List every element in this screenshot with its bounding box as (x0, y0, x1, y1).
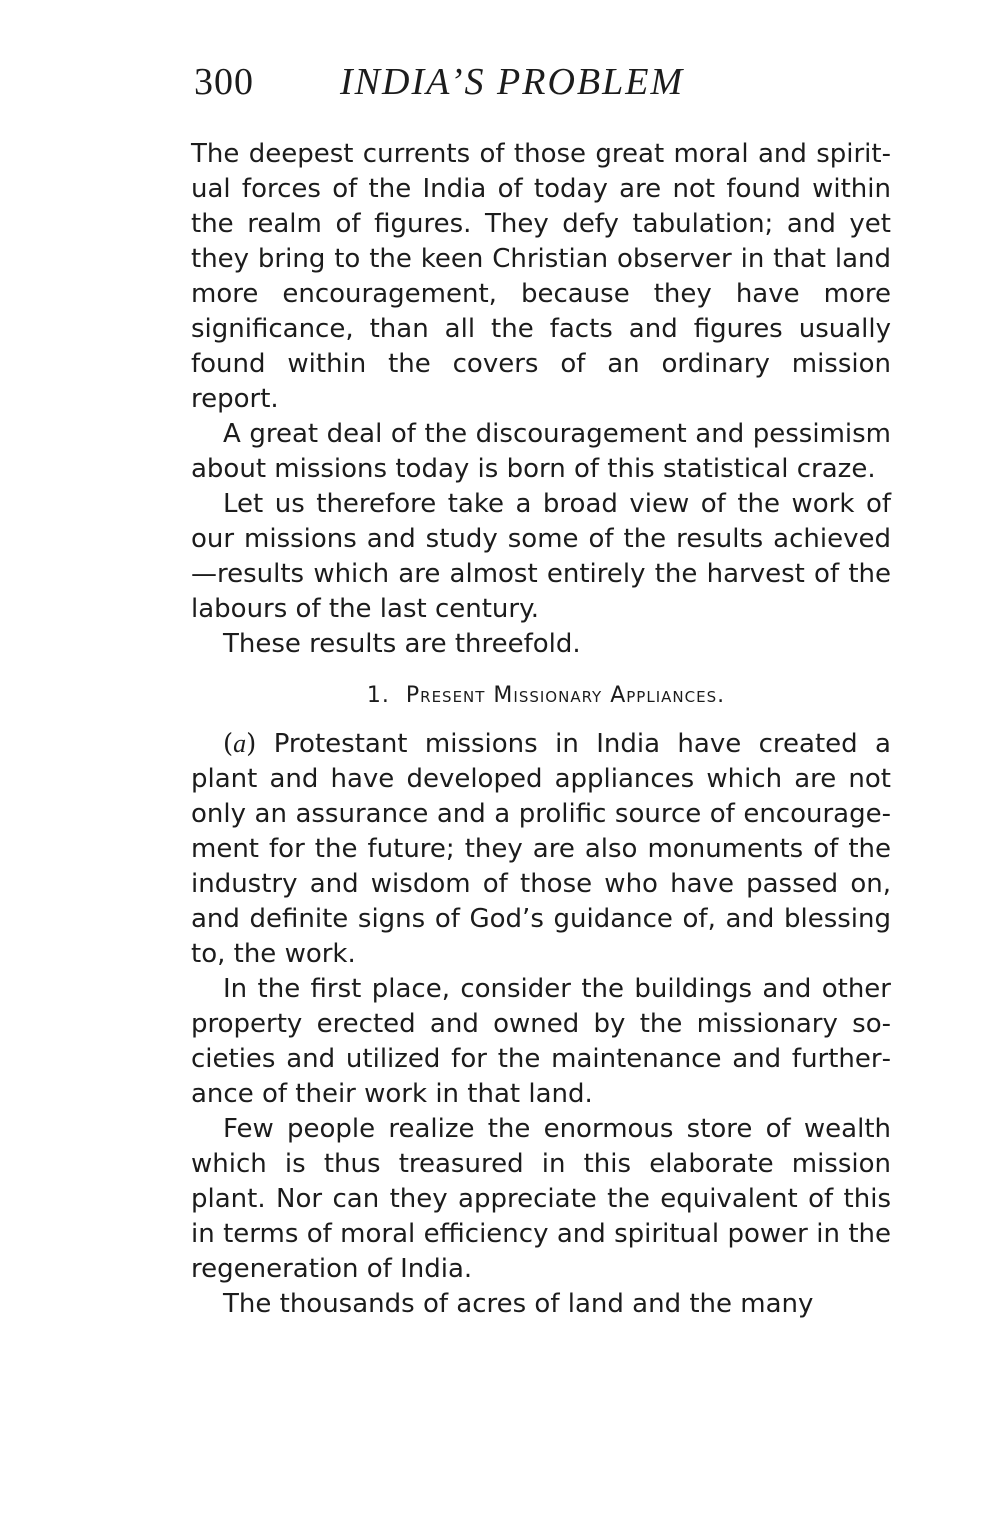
page-header (194, 60, 894, 110)
label-close-paren: ) (246, 729, 257, 759)
label-letter: a (233, 729, 247, 758)
paragraph: The thousands of acres of land and the many (223, 1289, 814, 1319)
section-title: Present Missionary Appliances. (405, 683, 726, 708)
paragraph: Let us therefore take a broad view of the work of our missions and study some of the results achieved —results which are almost entirely the harvest of the labours of the last century. (191, 489, 891, 624)
page-number: 300 (194, 61, 254, 103)
paragraph: In the first place, consider the buildings and other property erected and owned by the missionary societies and utilized for the maintenance and furtherance of their work in that land. (191, 974, 891, 1109)
section-number: 1. (366, 683, 390, 708)
paragraph: Few people realize the enormous store of wealth which is thus treasured in this elaborate mission plant. Nor can they appreciate the equivalent of this in terms of moral efficiency and spiritual power in the regeneration of India. (191, 1114, 891, 1284)
paragraph: A great deal of the discouragement and pessimism about missions today is born of this statistical craze. (191, 419, 891, 484)
label-open-paren: ( (223, 729, 234, 759)
running-head: INDIA’S PROBLEM (340, 61, 685, 103)
paragraph-text: Protestant missions in India have created a plant and have developed appliances which are not only an assurance and a prolific source of encouragement for the future; they are also monuments of the industry and wisdom of those who have passed on, and definite signs of God’s guidance of, and blessing to, the work. (191, 729, 891, 969)
paragraph (191, 726, 891, 972)
section-heading (191, 680, 891, 712)
subsection-label (223, 729, 256, 759)
paragraph: The deepest currents of those great moral and spiritual forces of the India of today are not found within the realm of figures. They defy tabulation; and yet they bring to the keen Christian observer in that land more encouragement, because they have more significance, than all the facts and figures usually found within the covers of an ordinary mission report. (191, 139, 891, 414)
body-text (191, 137, 891, 1322)
paragraph: These results are threefold. (223, 629, 581, 659)
